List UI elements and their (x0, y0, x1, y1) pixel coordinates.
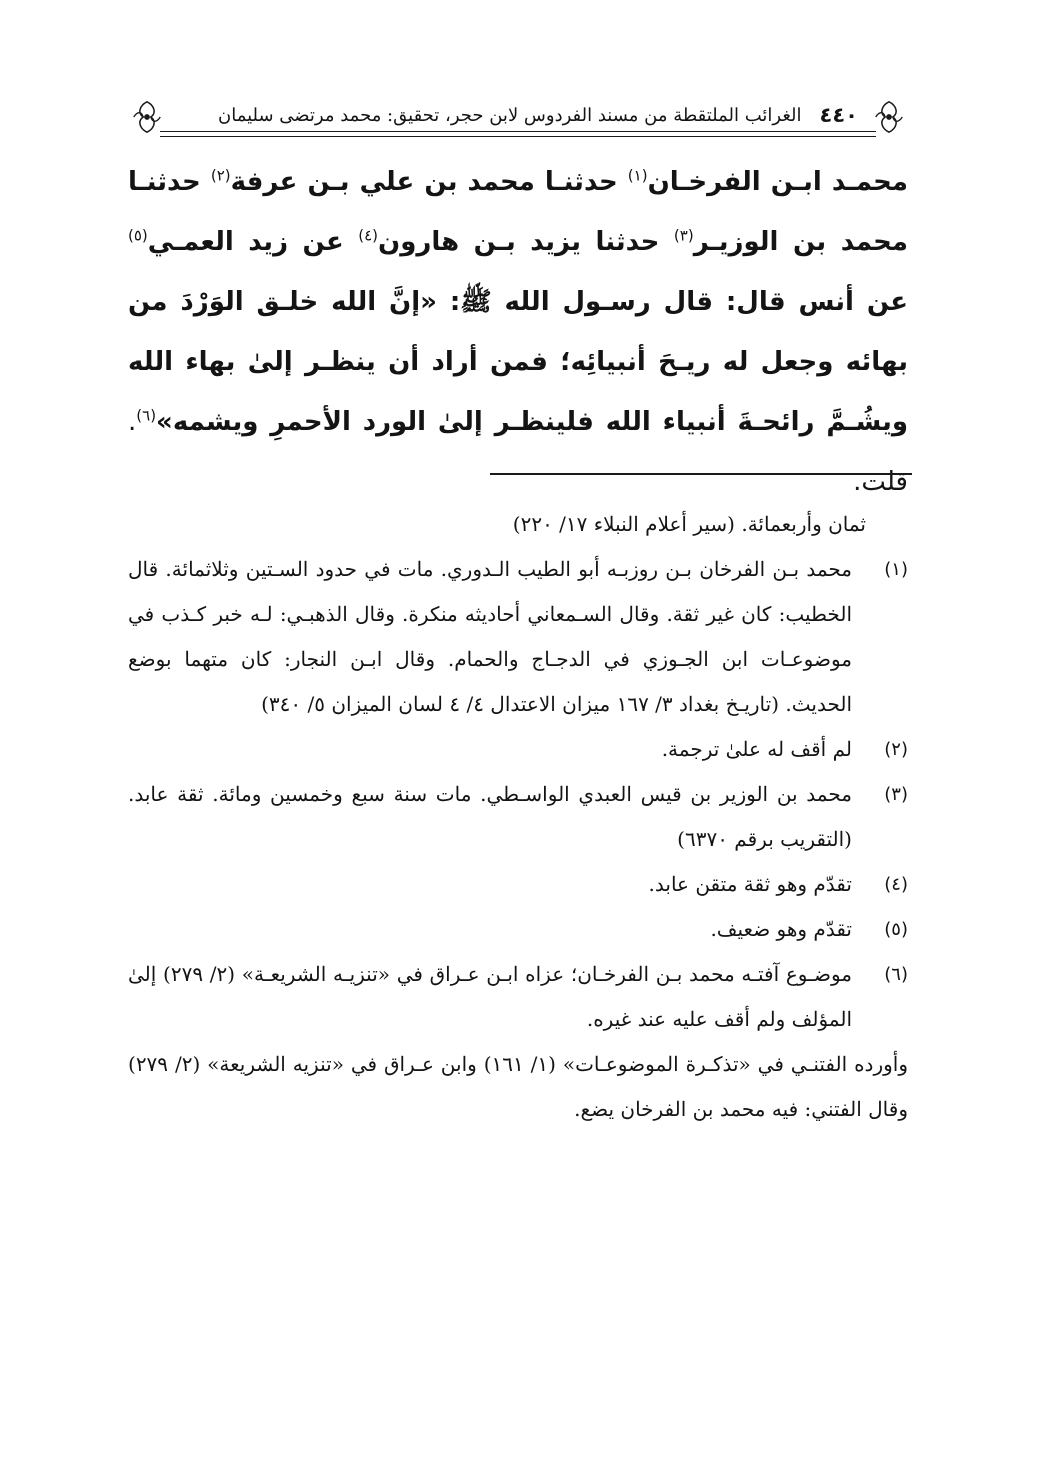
isnad-text: حدثنـا محمد بن الوزيـر (128, 167, 908, 257)
footnote-number: (١) (884, 559, 908, 580)
footnote-item (128, 952, 908, 1042)
footnote-text: محمد بـن الفرخان بـن روزبـه أبو الطيب الـدوري. مات في حدود السـتين وثلاثمائة. قال الخطيب: كان غير ثقة. وقال السـمعاني أحاديثه منكرة. وقال الذهبـي: لـه خبر كـذب في موضوعـات ابن الجـوزي في الدجـاج والحمام. وقال ابـن النجار: كان متهما بوضع الحديث. (تاريـخ بغداد ٣/ ١٦٧ ميزان الاعتدال ٤/ ٤ لسان الميزان ٥/ ٣٤٠) (128, 557, 852, 716)
footnote-text: لم أقف له علىٰ ترجمة. (661, 737, 852, 761)
isnad-text: محمـد ابـن الفرخـان (647, 167, 908, 197)
footnote-item (128, 547, 908, 727)
isnad-text: عن زيد العمـي (147, 227, 359, 257)
footnotes (128, 502, 908, 1132)
page-number: ٤٤٠ (819, 103, 858, 127)
footnote-ref: (٦) (136, 406, 157, 425)
footnote-separator (490, 473, 912, 475)
footnote-item (128, 907, 908, 952)
footnote-item (128, 772, 908, 862)
footnote-number: (٥) (884, 919, 908, 940)
footnote-ref: (٣) (673, 226, 694, 245)
footnote-text: تقدّم وهو ثقة متقن عابد. (648, 872, 852, 896)
footnote-text: محمد بن الوزير بن قيس العبدي الواسـطي. مات سنة سبع وخمسين ومائة. ثقة عابد. (التقريب برقم ٦٣٧٠) (128, 782, 852, 851)
floral-ornament-icon (128, 98, 166, 136)
header-double-rule (160, 131, 876, 137)
running-title: الغرائب الملتقطة من مسند الفردوس لابن حجر، تحقيق: محمد مرتضى سليمان (218, 104, 802, 126)
footnote-number: (٢) (884, 739, 908, 760)
footnote-item (128, 727, 908, 772)
closing-text: . قلت. (128, 407, 908, 497)
footnote-ref: (٤) (358, 226, 379, 245)
footnote-continuation: ثمان وأربعمائة. (سير أعلام النبلاء ١٧/ ٢٢٠) (512, 512, 866, 536)
footnote-number: (٣) (884, 784, 908, 805)
running-header (128, 84, 908, 142)
footnote-ref: (٥) (128, 226, 148, 245)
footnote-ref: (١) (627, 166, 648, 185)
isnad-text: حدثنـا محمد بن علي بـن عرفة (230, 167, 628, 197)
footnote-ref: (٢) (210, 166, 231, 185)
footnote-number: (٤) (884, 874, 908, 895)
hadith-matn: «إنَّ الله خلـق الوَرْدَ من بهائه وجعل له ريـحَ أنبيائِه؛ فمن أراد أن ينظـر إلىٰ بهاء الله ويشُـمَّ رائحـةَ أنبياء الله فلينظـر إلىٰ الورد الأحمرِ ويشمه» (128, 287, 908, 437)
footnote-item (128, 862, 908, 907)
footnote-addendum: وأورده الفتنـي في «تذكـرة الموضوعـات» (١/ ١٦١) وابن عـراق في «تنزيه الشريعة» (٢/ ٢٧٩) وقال الفتني: فيه محمد بن الفرخان يضع. (128, 1052, 908, 1121)
footnote-text: موضـوع آفتـه محمد بـن الفرخـان؛ عزاه ابـن عـراق في «تنزيـه الشريعـة» (٢/ ٢٧٩) إلىٰ المؤلف ولم أقف عليه عند غيره. (128, 962, 852, 1031)
main-text (128, 152, 908, 512)
header-text-row (178, 102, 858, 128)
isnad-text: حدثنا يزيد بـن هارون (378, 227, 674, 257)
footnote-number: (٦) (884, 964, 908, 985)
footnote-text: تقدّم وهو ضعيف. (710, 917, 852, 941)
isnad-text: عن أنس قال: قال رسـول الله ﷺ: (436, 287, 908, 317)
